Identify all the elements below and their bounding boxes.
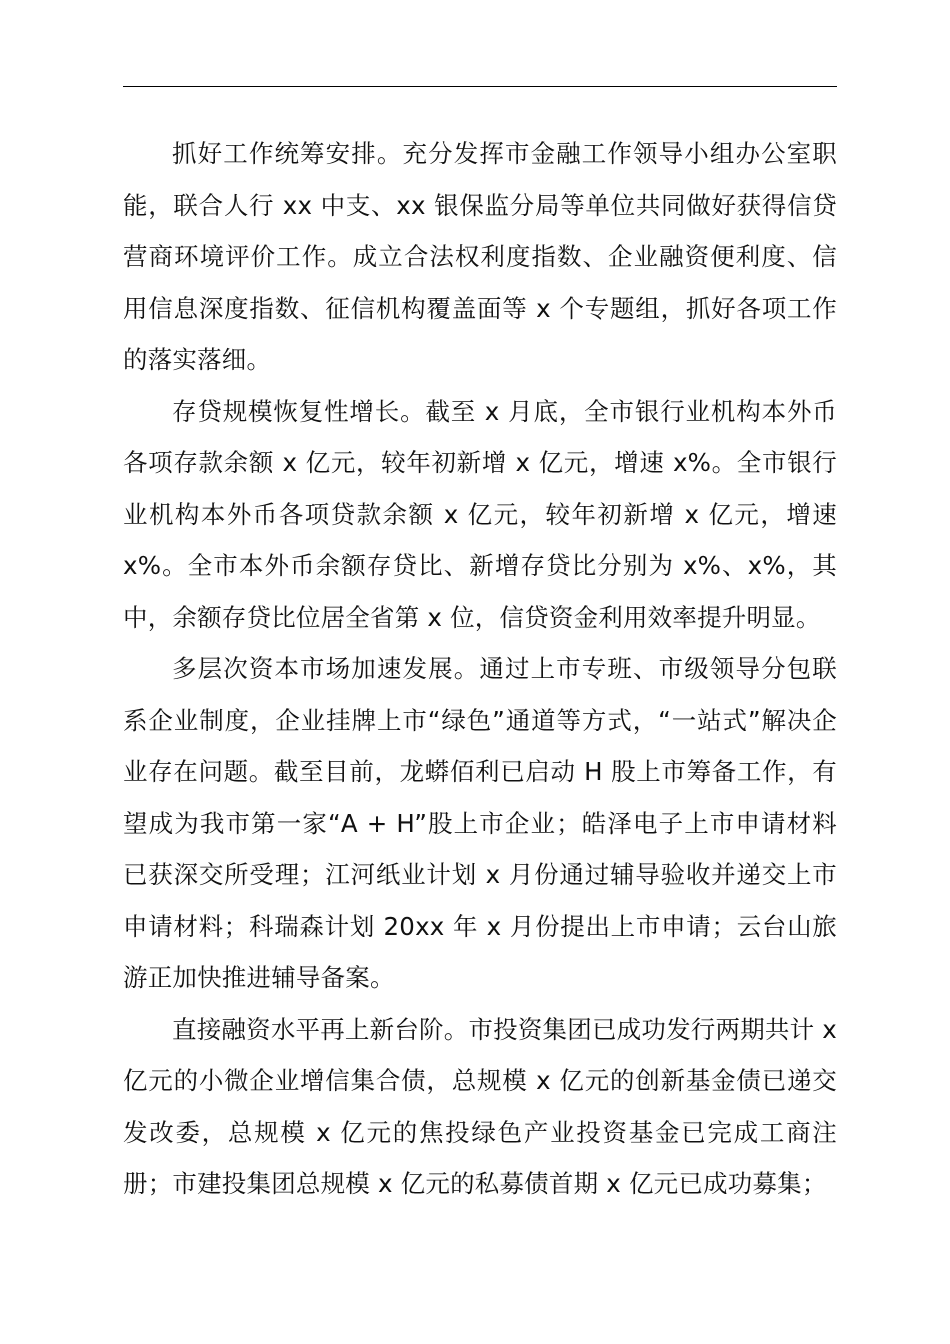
paragraph-direct-financing: 直接融资水平再上新台阶。市投资集团已成功发行两期共计 x 亿元的小微企业增信集合债，总规模 x 亿元的创新基金债已递交发改委，总规模 x 亿元的焦投绿色产业投资基金已完成工商注册；市建投集团总规模 x 亿元的私募债首期 x 亿元已成功募集； [123, 1014, 837, 1198]
paragraph-deposit-loan-growth: 存贷规模恢复性增长。截至 x 月底，全市银行业机构本外币各项存款余额 x 亿元，较年初新增 x 亿元，增速 x%。全市银行业机构本外币各项贷款余额 x 亿元，较年初新增 x 亿元，增速 x%。全市本外币余额存贷比、新增存贷比分别为 x%、x%，其中，余额存贷比位居全省第 x 位，信贷资金利用效率提升明显。 [123, 396, 837, 632]
document-body [123, 128, 837, 1210]
header-rule [123, 86, 837, 87]
paragraph-work-arrangement: 抓好工作统筹安排。充分发挥市金融工作领导小组办公室职能，联合人行 xx 中支、xx 银保监分局等单位共同做好获得信贷营商环境评价工作。成立合法权利度指数、企业融资便利度、信用信息深度指数、征信机构覆盖面等 x 个专题组，抓好各项工作的落实落细。 [123, 139, 837, 374]
paragraph-capital-market: 多层次资本市场加速发展。通过上市专班、市级领导分包联系企业制度，企业挂牌上市“绿色”通道等方式，“一站式”解决企业存在问题。截至目前，龙蟒佰利已启动 H 股上市筹备工作，有望成为我市第一家“A + H”股上市企业；皓泽电子上市申请材料已获深交所受理；江河纸业计划 x 月份通过辅导验收并递交上市申请材料；科瑞森计划 20xx 年 x 月份提出上市申请；云台山旅游正加快推进辅导备案。 [123, 654, 837, 992]
